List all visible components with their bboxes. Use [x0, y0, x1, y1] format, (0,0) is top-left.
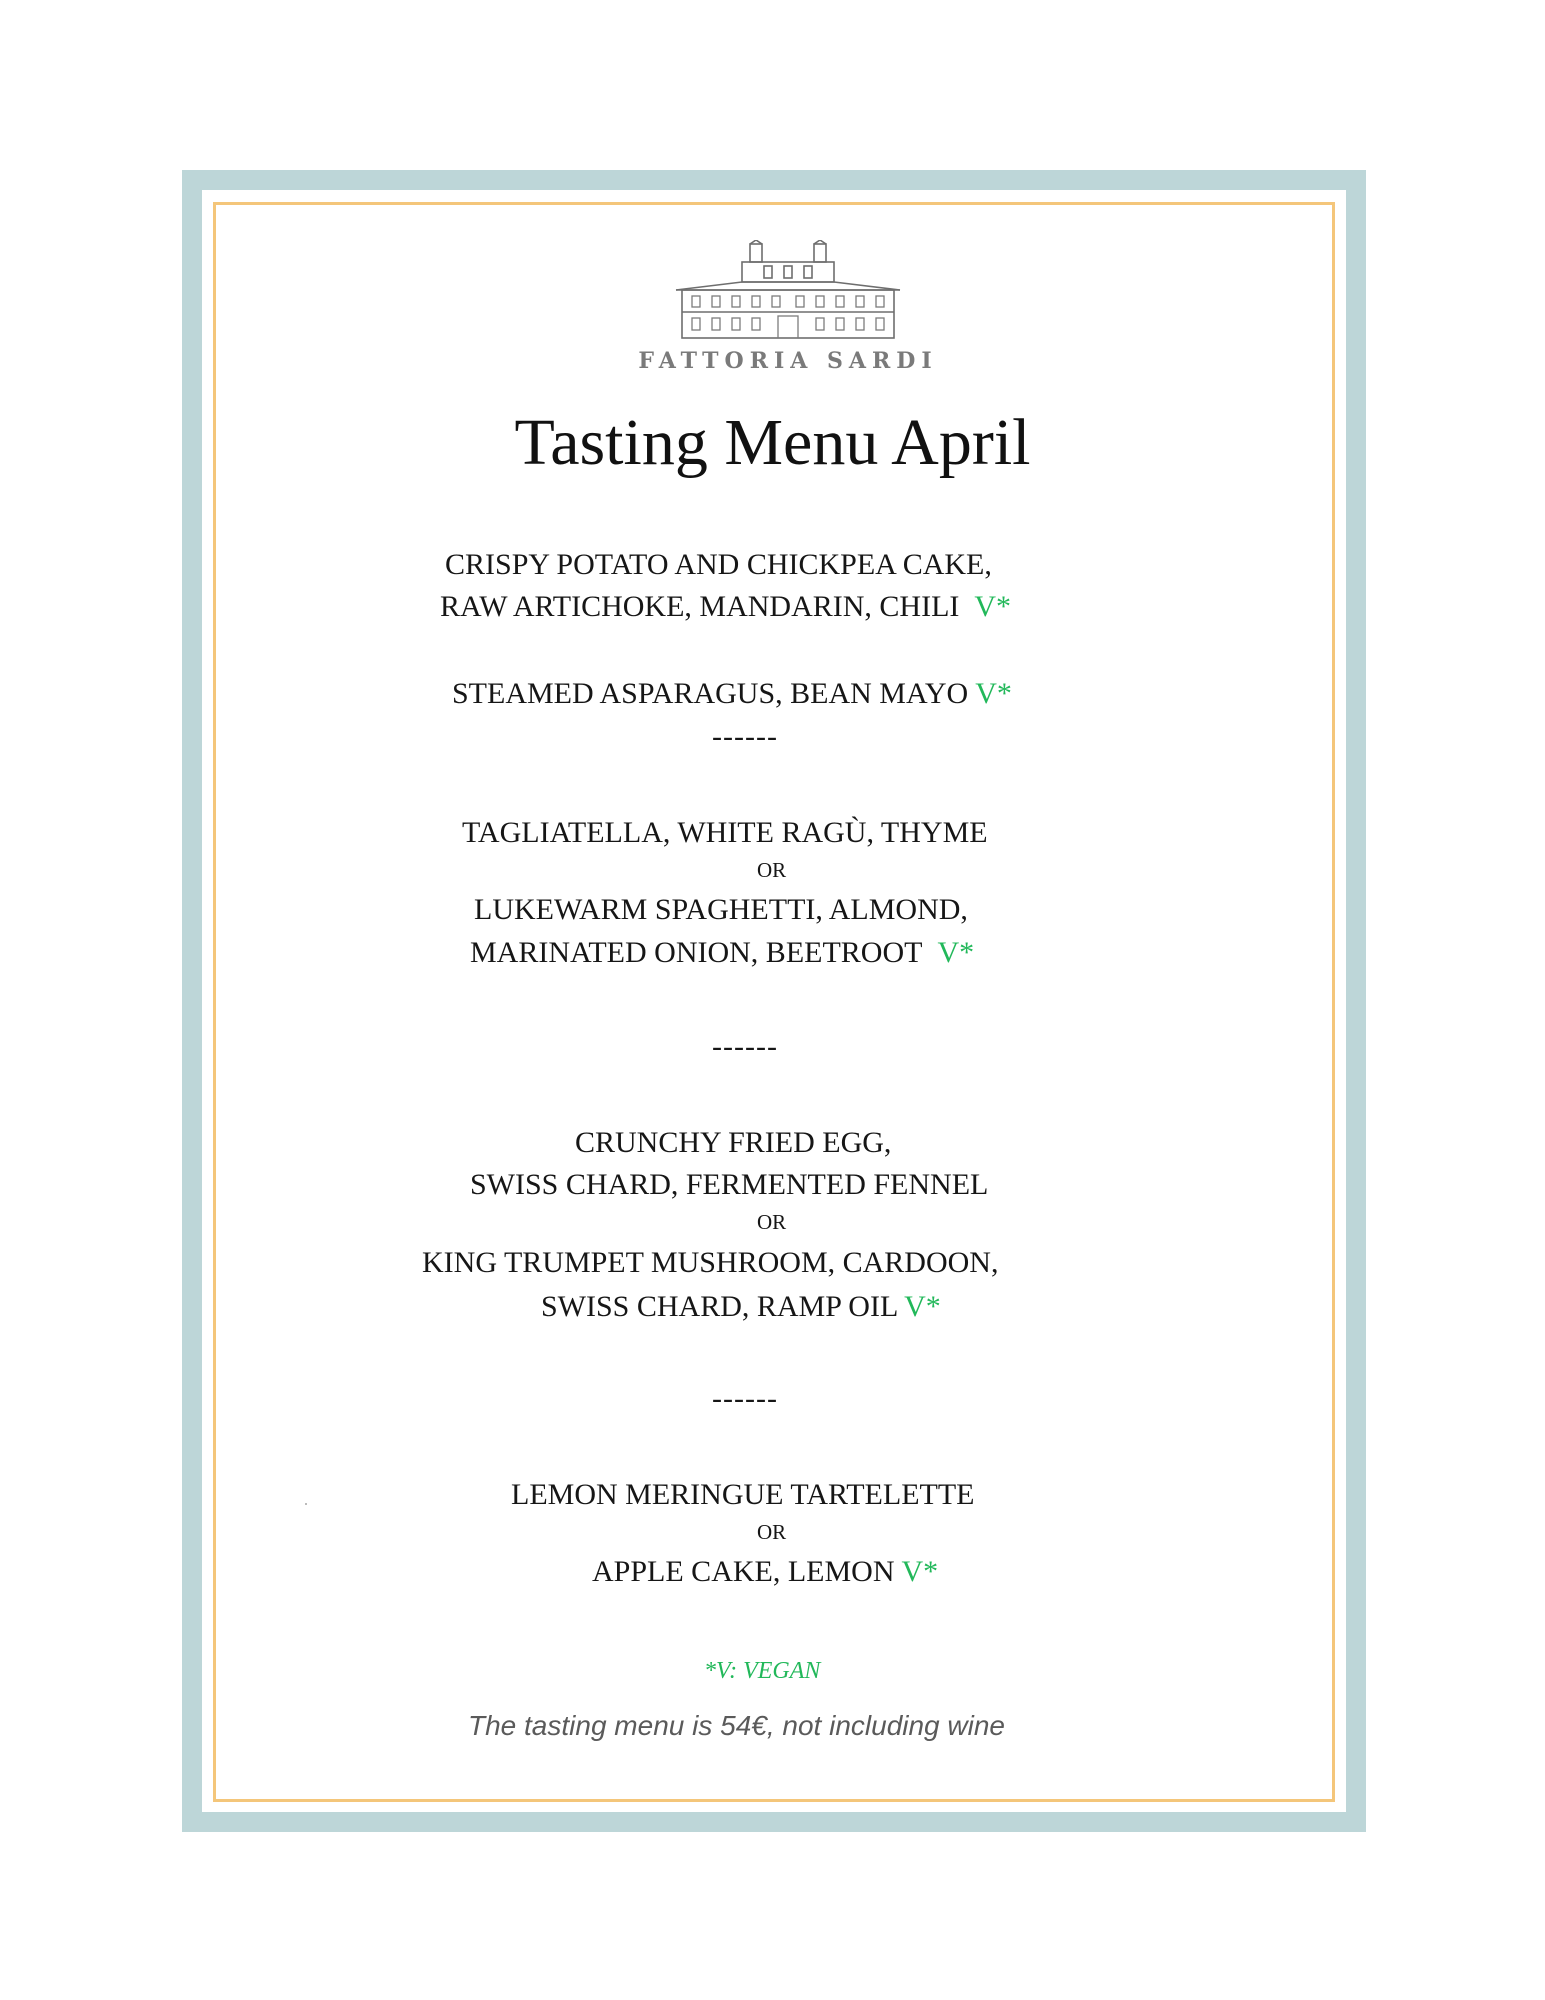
course-separator: ------	[712, 1382, 778, 1415]
course-separator: ------	[712, 720, 778, 753]
dessert-option1: LEMON MERINGUE TARTELETTE	[511, 1478, 975, 1511]
course3-option2-line1: LUKEWARM SPAGHETTI, ALMOND,	[474, 893, 968, 926]
villa-icon	[668, 240, 908, 340]
course-separator: ------	[712, 1030, 778, 1063]
course1-line2-text: RAW ARTICHOKE, MANDARIN, CHILI	[440, 590, 960, 623]
page-title: Tasting Menu April	[514, 406, 1031, 479]
course1-line2	[440, 592, 1011, 622]
vegan-mark: V*	[937, 936, 975, 969]
dessert-option2-text: APPLE CAKE, LEMON	[592, 1555, 895, 1588]
course3-option2-line2-text: MARINATED ONION, BEETROOT	[470, 936, 923, 969]
vegan-mark: V*	[974, 590, 1012, 623]
brand-logo	[622, 240, 954, 374]
course2-line1-text: STEAMED ASPARAGUS, BEAN MAYO	[452, 677, 969, 710]
course3-option2-line2	[470, 938, 974, 968]
or-label: OR	[757, 1520, 787, 1544]
vegan-mark: V*	[975, 677, 1012, 710]
or-label: OR	[757, 858, 787, 882]
stray-dot	[305, 1503, 307, 1505]
vegan-mark: V*	[904, 1290, 941, 1323]
or-label: OR	[757, 1210, 787, 1234]
dessert-option2	[592, 1557, 938, 1587]
course3-option1: TAGLIATELLA, WHITE RAGÙ, THYME	[462, 816, 988, 849]
course4-option2-line1: KING TRUMPET MUSHROOM, CARDOON,	[422, 1246, 999, 1279]
course1-line1: CRISPY POTATO AND CHICKPEA CAKE,	[445, 548, 992, 581]
course4-option1-line2: SWISS CHARD, FERMENTED FENNEL	[470, 1168, 989, 1201]
course4-option2-line2	[541, 1292, 941, 1322]
vegan-legend: *V: VEGAN	[704, 1658, 821, 1684]
course4-option2-line2-text: SWISS CHARD, RAMP OIL	[541, 1290, 898, 1323]
course4-option1-line1: CRUNCHY FRIED EGG,	[575, 1126, 892, 1159]
brand-name: FATTORIA SARDI	[638, 348, 938, 374]
price-note: The tasting menu is 54€, not including wine	[468, 1710, 1005, 1741]
vegan-mark: V*	[901, 1555, 939, 1588]
course2-line1	[452, 679, 1012, 709]
